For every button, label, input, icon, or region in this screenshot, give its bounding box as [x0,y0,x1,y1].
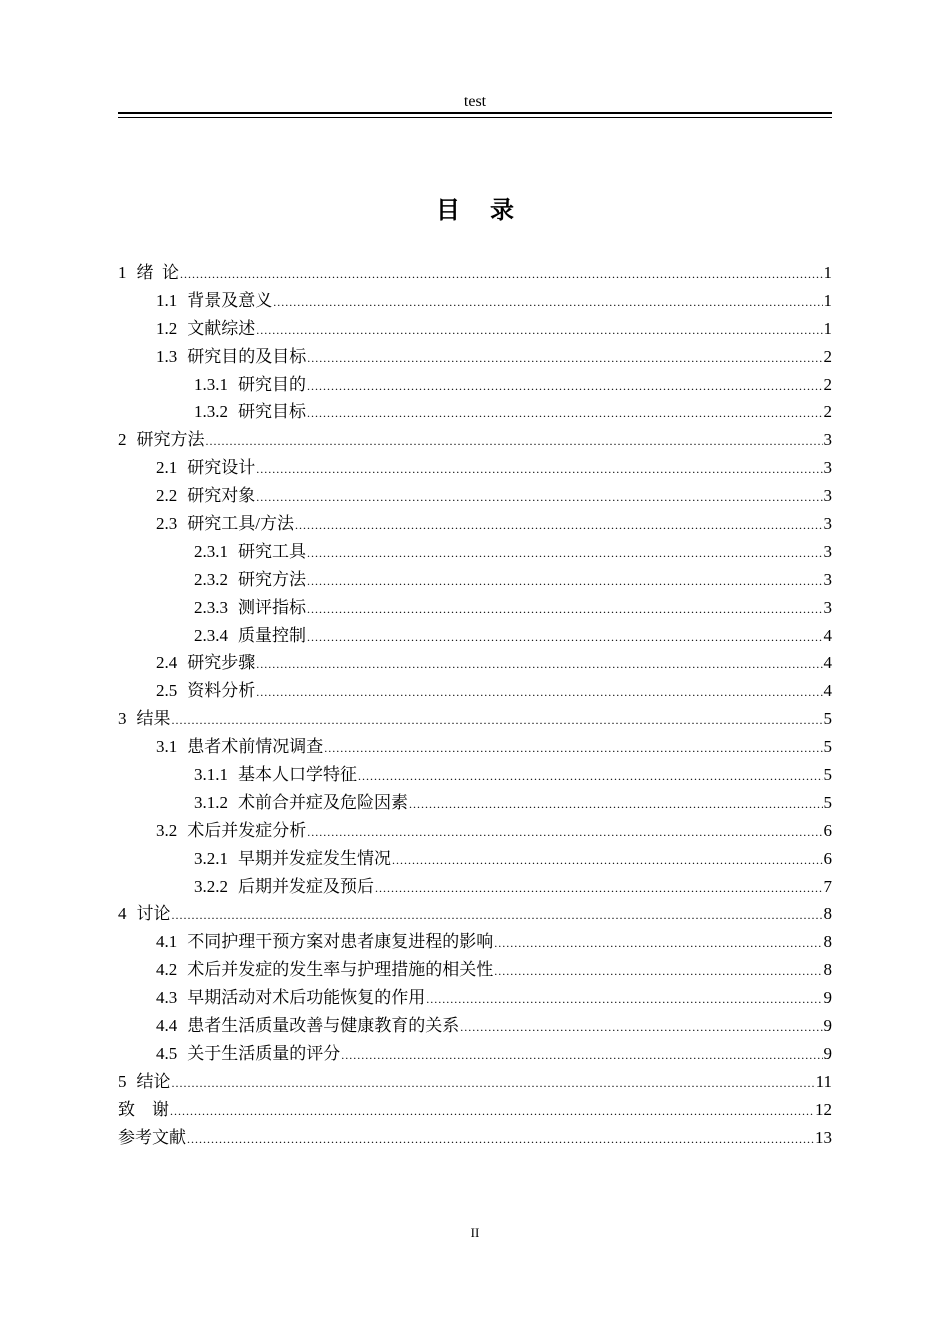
toc-dot-leader [307,596,823,624]
toc-entry-number: 4.1 [156,932,178,952]
toc-entry[interactable] [118,566,832,594]
toc-entry-label [194,371,306,399]
toc-dot-leader [273,289,822,317]
toc-entry-page: 3 [823,486,832,506]
toc-dot-leader [256,317,822,345]
toc-entry-label [118,900,171,928]
toc-entry-title: 研究方法 [136,430,205,450]
toc-entry-number: 2.1 [156,458,178,478]
toc-entry[interactable] [118,956,832,984]
toc-entry-title: 参考文献 [118,1127,186,1147]
toc-entry[interactable] [118,594,832,622]
toc-entry-title: 关于生活质量的评分 [187,1043,341,1063]
toc-entry-title: 资料分析 [187,681,256,701]
toc-entry-page: 13 [815,1127,832,1147]
toc-entry-number: 3.1.1 [194,765,228,785]
toc-entry-label [118,705,171,733]
toc-entry-page: 8 [823,932,832,952]
toc-dot-leader [341,1042,822,1070]
toc-entry-label [194,538,306,566]
toc-dot-leader [295,512,823,540]
toc-entry[interactable] [118,315,832,343]
toc-entry[interactable] [118,622,832,650]
toc-dot-leader [307,540,823,568]
toc-entry[interactable] [118,1068,832,1096]
toc-dot-leader [172,902,823,930]
toc-entry-number: 2.3 [156,514,178,534]
toc-entry-number: 2 [118,430,127,450]
toc-entry[interactable] [118,343,832,371]
toc-entry-title: 术后并发症分析 [187,820,307,840]
toc-entry-label [156,677,255,705]
toc-entry-number: 1.2 [156,318,178,338]
toc-entry-title: 文献综述 [187,318,256,338]
toc-dot-leader [409,791,823,819]
toc-entry-page: 12 [815,1099,832,1119]
toc-entry-title: 绪 论 [136,263,179,282]
toc-entry-number: 4.5 [156,1043,178,1063]
toc-entry-number: 4.2 [156,960,178,980]
toc-entry[interactable] [118,371,832,399]
toc-entry-label [118,1096,169,1124]
toc-entry-page: 6 [823,820,832,840]
toc-entry-page: 5 [823,709,832,729]
toc-entry-number: 5 [118,1071,127,1091]
toc-entry-page: 3 [823,430,832,450]
toc-entry-title: 研究工具 [238,541,306,561]
toc-entry-label [194,594,306,622]
toc-entry-number: 2.4 [156,653,178,673]
toc-dot-leader [256,651,822,679]
toc-entry-label [194,789,408,817]
toc-entry-number: 2.2 [156,486,178,506]
toc-entry-page: 9 [823,988,832,1008]
toc-entry-page: 8 [823,904,832,924]
toc-entry-title: 早期活动对术后功能恢复的作用 [187,988,426,1008]
toc-dot-leader [358,763,823,791]
toc-entry-label [194,845,391,873]
toc-entry-label [156,343,306,371]
toc-entry-label [194,761,357,789]
toc-entry-page: 2 [823,346,832,366]
toc-entry[interactable] [118,705,832,733]
toc-entry-title: 质量控制 [238,625,306,645]
toc-dot-leader [256,484,822,512]
toc-dot-leader [307,373,823,401]
toc-entry[interactable] [118,984,832,1012]
toc-dot-leader [180,261,823,289]
toc-dot-leader [256,679,822,707]
toc-dot-leader [426,986,822,1014]
toc-dot-leader [494,930,822,958]
toc-entry[interactable] [118,873,832,901]
toc-dot-leader [187,1126,814,1154]
table-of-contents [118,259,832,1152]
toc-entry-title: 患者生活质量改善与健康教育的关系 [187,1016,460,1036]
toc-entry-title: 研究步骤 [187,653,256,673]
toc-entry-label [156,928,493,956]
toc-entry[interactable] [118,398,832,426]
toc-entry-title: 测评指标 [238,597,306,617]
toc-entry-page: 3 [823,458,832,478]
toc-entry-page: 11 [815,1071,832,1091]
toc-entry-page: 2 [823,374,832,394]
toc-entry-label [156,733,323,761]
toc-entry-label [118,1124,186,1152]
toc-entry-page: 6 [823,848,832,868]
toc-dot-leader [392,847,823,875]
toc-entry-label [156,956,493,984]
toc-entry[interactable] [118,649,832,677]
toc-entry-label [156,984,425,1012]
toc-entry[interactable] [118,928,832,956]
toc-title-second: 录 [490,196,514,224]
toc-entry-number: 2.3.1 [194,541,228,561]
footer-page-number: II [470,1225,480,1240]
toc-entry-page: 3 [823,597,832,617]
toc-entry-title: 基本人口学特征 [238,765,357,785]
toc-entry-title: 术前合并症及危险因素 [238,792,408,812]
toc-entry-title: 致 谢 [118,1099,169,1119]
toc-entry[interactable] [118,1012,832,1040]
toc-entry-title: 结果 [136,709,171,729]
toc-entry-title: 研究设计 [187,458,256,478]
toc-entry-number: 4 [118,904,127,924]
toc-entry-title: 患者术前情况调查 [187,737,324,757]
toc-entry-label [156,649,255,677]
toc-dot-leader [172,1070,815,1098]
toc-entry[interactable] [118,1040,832,1068]
toc-dot-leader [324,735,822,763]
toc-entry-number: 2.3.3 [194,597,228,617]
toc-entry-page: 9 [823,1016,832,1036]
toc-entry-label [118,1068,171,1096]
toc-entry-label [156,315,255,343]
toc-entry[interactable] [118,1124,832,1152]
toc-dot-leader [170,1098,814,1126]
toc-entry-label [156,1012,459,1040]
toc-entry[interactable] [118,287,832,315]
toc-entry-page: 3 [823,541,832,561]
toc-dot-leader [307,624,823,652]
toc-entry-page: 3 [823,514,832,534]
toc-entry[interactable] [118,817,832,845]
toc-entry[interactable] [118,733,832,761]
toc-entry-label [156,1040,340,1068]
toc-entry[interactable] [118,538,832,566]
toc-dot-leader [494,958,822,986]
toc-entry-page: 1 [823,318,832,338]
toc-entry-number: 3.2.2 [194,876,228,896]
toc-entry-number: 1.3.2 [194,402,228,422]
toc-entry-title: 后期并发症及预后 [238,876,374,896]
toc-entry-page: 4 [823,681,832,701]
toc-entry-page: 9 [823,1043,832,1063]
toc-entry-page: 1 [823,263,832,282]
toc-entry[interactable] [118,1096,832,1124]
header-rule-thin [118,117,832,118]
toc-entry-label [194,873,374,901]
toc-entry[interactable] [118,789,832,817]
toc-entry-title: 研究目的及目标 [187,346,307,366]
toc-entry[interactable] [118,482,832,510]
toc-entry[interactable] [118,677,832,705]
toc-entry-number: 1.3 [156,346,178,366]
running-header: test [463,93,487,110]
toc-entry[interactable] [118,845,832,873]
toc-entry-label [156,510,294,538]
toc-entry-page: 4 [823,625,832,645]
toc-dot-leader [307,400,823,428]
toc-entry-number: 1 [118,263,127,282]
toc-entry-title: 研究对象 [187,486,256,506]
toc-entry-label [156,817,306,845]
toc-entry-number: 3.2.1 [194,848,228,868]
toc-dot-leader [256,456,822,484]
toc-title [0,193,950,227]
toc-entry-label [156,454,255,482]
toc-dot-leader [460,1014,822,1042]
toc-entry-title: 术后并发症的发生率与护理措施的相关性 [187,960,494,980]
toc-entry-title: 结论 [136,1071,171,1091]
toc-dot-leader [206,428,823,456]
toc-entry-page: 5 [823,792,832,812]
toc-entry-number: 1.3.1 [194,374,228,394]
toc-entry-title: 讨论 [136,904,171,924]
toc-entry-number: 3.1.2 [194,792,228,812]
toc-entry-page: 2 [823,402,832,422]
toc-entry-page: 5 [823,737,832,757]
toc-entry-number: 1.1 [156,290,178,310]
toc-entry-page: 1 [823,290,832,310]
toc-entry-title: 研究目标 [238,402,306,422]
toc-entry[interactable] [118,454,832,482]
toc-entry-label [194,622,306,650]
toc-entry-number: 2.3.4 [194,625,228,645]
toc-entry-page: 5 [823,765,832,785]
toc-entry-title: 研究目的 [238,374,306,394]
toc-dot-leader [172,707,823,735]
toc-entry-number: 3.1 [156,737,178,757]
toc-entry[interactable] [118,426,832,454]
toc-entry-page: 7 [823,876,832,896]
toc-entry-number: 2.5 [156,681,178,701]
toc-title-first: 目 [436,196,460,224]
toc-entry-number: 4.3 [156,988,178,1008]
toc-entry-label [194,566,306,594]
toc-entry-number: 3.2 [156,820,178,840]
header-rule-thick [118,112,832,114]
toc-entry-page: 4 [823,653,832,673]
toc-entry-label [156,482,255,510]
toc-entry-title: 不同护理干预方案对患者康复进程的影响 [187,932,494,952]
toc-entry-title: 早期并发症发生情况 [238,848,391,868]
toc-entry-number: 3 [118,709,127,729]
toc-entry-number: 4.4 [156,1016,178,1036]
toc-entry-label [156,287,272,315]
toc-entry[interactable] [118,761,832,789]
toc-entry-label [118,259,179,287]
toc-entry-number: 2.3.2 [194,569,228,589]
toc-dot-leader [307,345,822,373]
toc-entry-title: 研究方法 [238,569,306,589]
toc-entry-page: 8 [823,960,832,980]
toc-entry-label [194,398,306,426]
toc-dot-leader [375,875,823,903]
toc-entry-title: 背景及意义 [187,290,273,310]
toc-entry-title: 研究工具/方法 [187,514,294,534]
toc-entry[interactable] [118,510,832,538]
toc-entry[interactable] [118,259,832,287]
toc-entry[interactable] [118,900,832,928]
toc-entry-page: 3 [823,569,832,589]
toc-dot-leader [307,819,822,847]
toc-entry-label [118,426,205,454]
toc-dot-leader [307,568,823,596]
